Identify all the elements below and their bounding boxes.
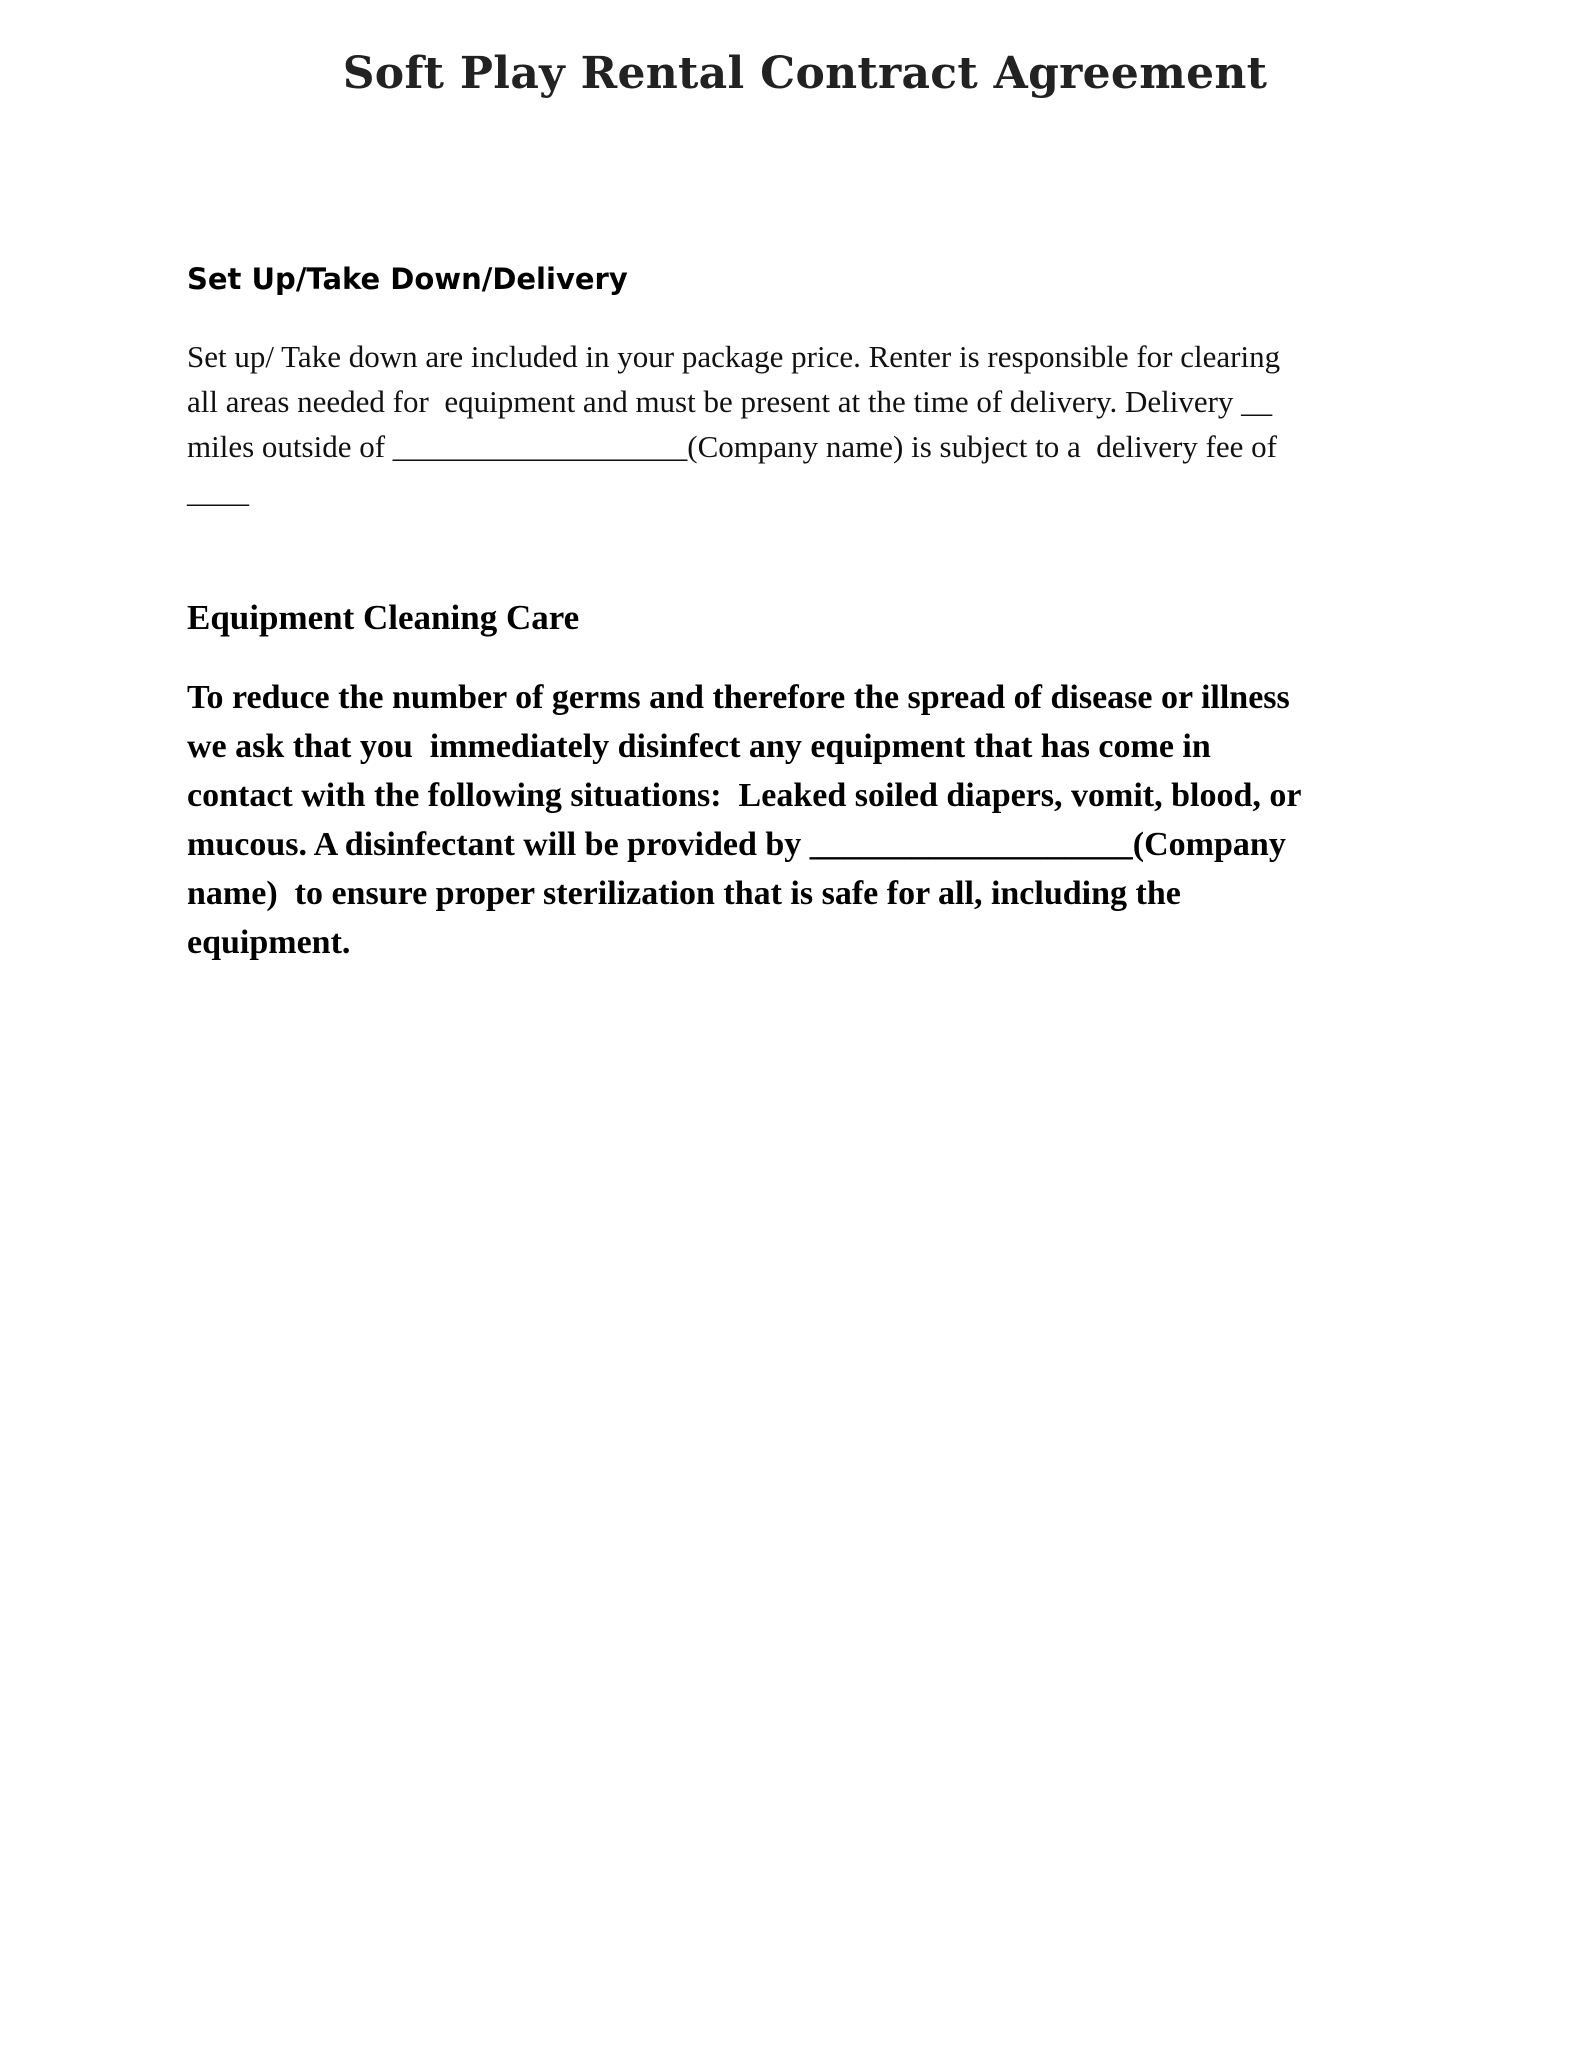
- body-line: we ask that you immediately disinfect any equipment that has come in: [187, 728, 1211, 765]
- section-body-setup-delivery: [187, 334, 1382, 514]
- body-line: miles outside of ___________________(Company name) is subject to a delivery fee of: [187, 429, 1277, 464]
- body-line: Set up/ Take down are included in your package price. Renter is responsible for clearing: [187, 339, 1281, 374]
- section-heading-setup-delivery: Set Up/Take Down/Delivery: [187, 262, 628, 296]
- body-line: To reduce the number of germs and therefore the spread of disease or illness: [187, 679, 1290, 716]
- body-line: all areas needed for equipment and must be present at the time of delivery. Delivery __: [187, 384, 1273, 419]
- body-line: equipment.: [187, 924, 351, 961]
- document-title: Soft Play Rental Contract Agreement: [342, 48, 1268, 99]
- body-line: contact with the following situations: Leaked soiled diapers, vomit, blood, or: [187, 777, 1302, 814]
- body-line: mucous. A disinfectant will be provided by ___________________(Company: [187, 826, 1286, 863]
- section-body-equipment-cleaning: [187, 673, 1392, 967]
- body-line: ____: [187, 474, 249, 509]
- body-line: name) to ensure proper sterilization that is safe for all, including the: [187, 875, 1181, 912]
- section-heading-equipment-cleaning: Equipment Cleaning Care: [187, 598, 580, 637]
